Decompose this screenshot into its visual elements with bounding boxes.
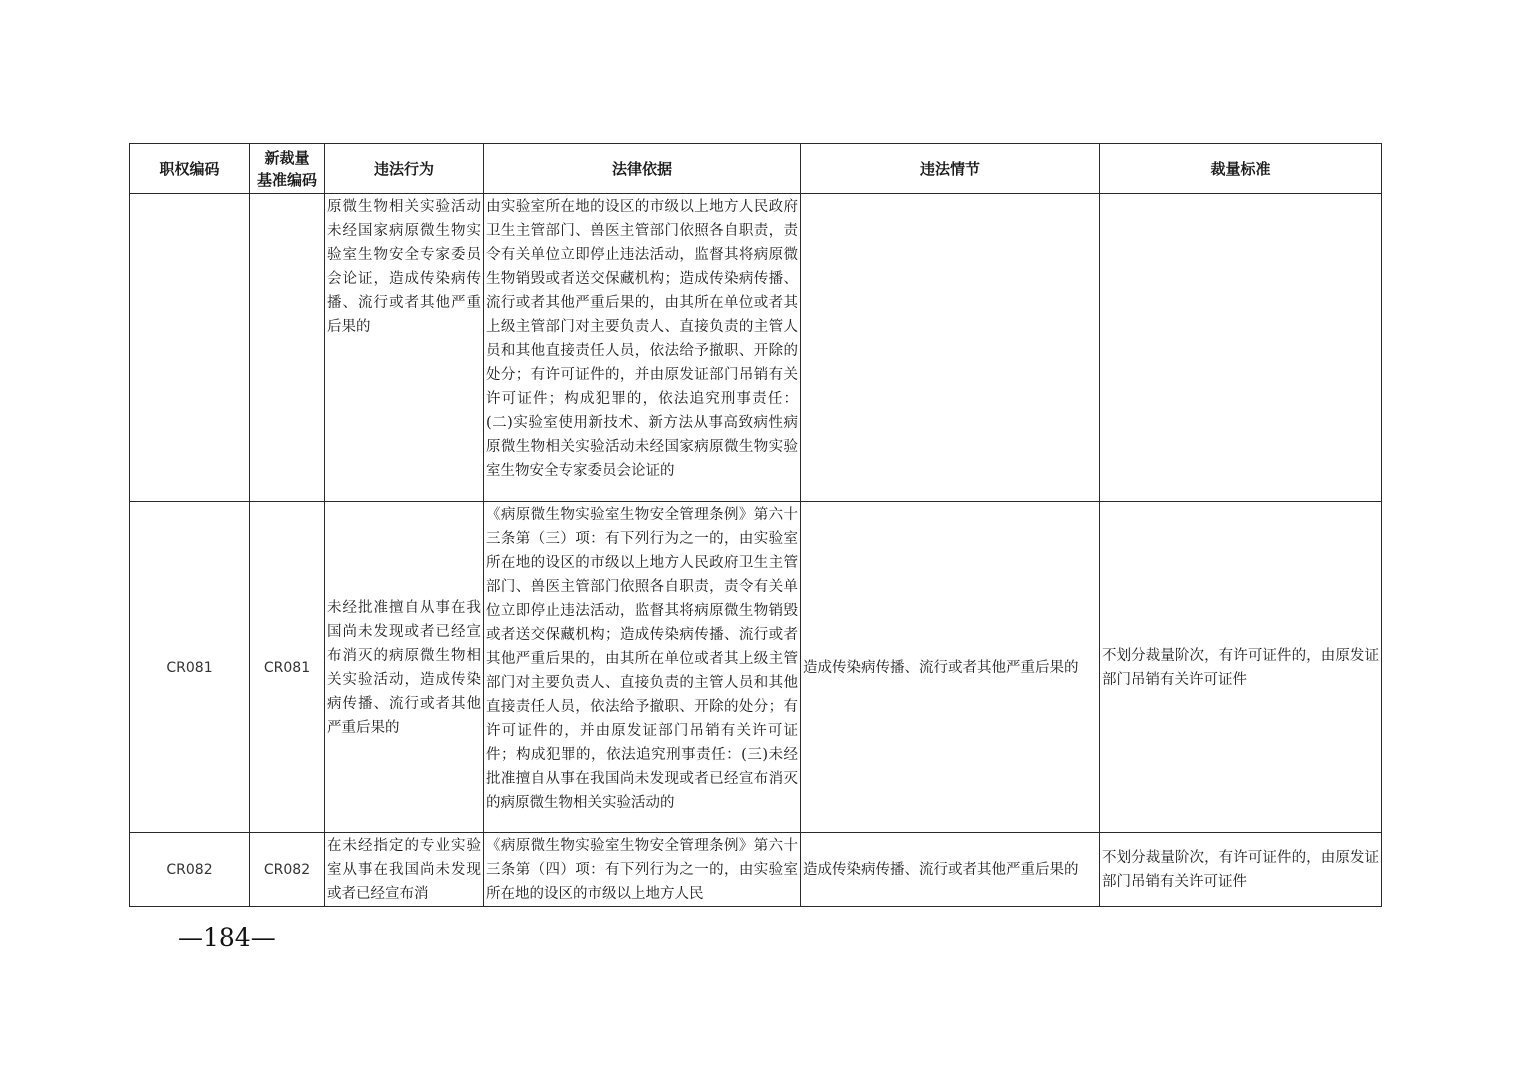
header-standard: 裁量标准	[1100, 144, 1382, 194]
header-benchmark-code	[250, 144, 325, 194]
cell-legal-basis: 由实验室所在地的设区的市级以上地方人民政府卫生主管部门、兽医主管部门依照各自职责，责令有关单位立即停止违法活动，监督其将病原微生物销毁或者送交保藏机构；造成传染病传播、流行或者其他严重后果的，由其所在单位或者其上级主管部门对主要负责人、直接负责的主管人员和其他直接责任人员，依法给予撤职、开除的处分；有许可证件的，并由原发证部门吊销有关许可证件；构成犯罪的，依法追究刑事责任：(二)实验室使用新技术、新方法从事高致病性病原微生物相关实验活动未经国家病原微生物实验室生物安全专家委员会论证的	[484, 194, 801, 502]
cell-power-code	[130, 194, 250, 502]
header-violation: 违法行为	[325, 144, 484, 194]
cell-standard: 不划分裁量阶次，有许可证件的，由原发证部门吊销有关许可证件	[1100, 502, 1382, 833]
cell-standard: 不划分裁量阶次，有许可证件的，由原发证部门吊销有关许可证件	[1100, 833, 1382, 907]
cell-standard	[1100, 194, 1382, 502]
regulation-table	[129, 143, 1382, 907]
header-benchmark-code-text: 新裁量 基准编码	[256, 148, 317, 189]
cell-power-code: CR082	[130, 833, 250, 907]
header-circumstance: 违法情节	[801, 144, 1100, 194]
table-header-row	[130, 144, 1382, 194]
header-legal-basis: 法律依据	[484, 144, 801, 194]
table-row	[130, 833, 1382, 907]
cell-legal-basis: 《病原微生物实验室生物安全管理条例》第六十三条第（四）项：有下列行为之一的，由实验室所在地的设区的市级以上地方人民	[484, 833, 801, 907]
cell-violation: 原微生物相关实验活动未经国家病原微生物实验室生物安全专家委员会论证，造成传染病传播、流行或者其他严重后果的	[325, 194, 484, 502]
table-row	[130, 502, 1382, 833]
cell-violation: 在未经指定的专业实验室从事在我国尚未发现或者已经宣布消	[325, 833, 484, 907]
cell-circumstance: 造成传染病传播、流行或者其他严重后果的	[801, 502, 1100, 833]
page-number: —184—	[178, 923, 276, 952]
cell-circumstance: 造成传染病传播、流行或者其他严重后果的	[801, 833, 1100, 907]
cell-circumstance	[801, 194, 1100, 502]
header-power-code: 职权编码	[130, 144, 250, 194]
table-row	[130, 194, 1382, 502]
cell-benchmark-code: CR082	[250, 833, 325, 907]
cell-benchmark-code: CR081	[250, 502, 325, 833]
cell-power-code: CR081	[130, 502, 250, 833]
cell-legal-basis: 《病原微生物实验室生物安全管理条例》第六十三条第（三）项：有下列行为之一的，由实验室所在地的设区的市级以上地方人民政府卫生主管部门、兽医主管部门依照各自职责，责令有关单位立即停止违法活动，监督其将病原微生物销毁或者送交保藏机构；造成传染病传播、流行或者其他严重后果的，由其所在单位或者其上级主管部门对主要负责人、直接负责的主管人员和其他直接责任人员，依法给予撤职、开除的处分；有许可证件的，并由原发证部门吊销有关许可证件；构成犯罪的，依法追究刑事责任：(三)未经批准擅自从事在我国尚未发现或者已经宣布消灭的病原微生物相关实验活动的	[484, 502, 801, 833]
cell-benchmark-code	[250, 194, 325, 502]
cell-violation: 未经批准擅自从事在我国尚未发现或者已经宣布消灭的病原微生物相关实验活动，造成传染病传播、流行或者其他严重后果的	[325, 502, 484, 833]
